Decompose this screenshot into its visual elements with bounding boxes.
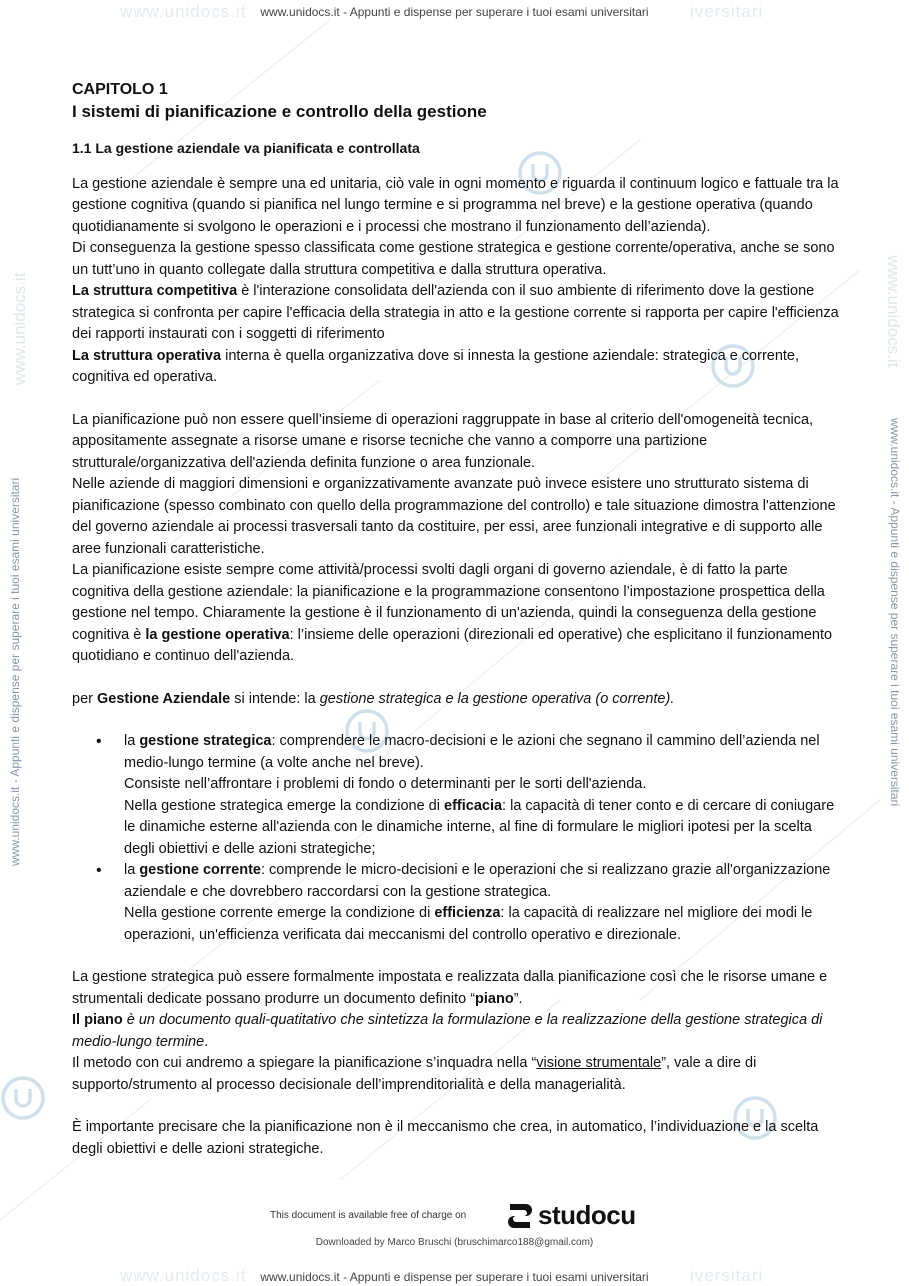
paragraph: La gestione aziendale è sempre una ed unitaria, ciò vale in ogni momento e riguarda il continuum logico e fattuale tra la gestione cognitiva (quando si pianifica nel lungo termine e si programma nel breve) e la gestione operativa (quando quotidianamente si svolgono le operazioni e i processi che mostrano il funzionamento dell’azienda). Di conseguenza la gestione spesso classificata come gestione strategica e gestione corrente/operativa, anche se sono un tutt’uno in quanto collegate dalla struttura competitiva e dalla struttura operativa. La struttura competitiva è l'interazione consolidata dell'azienda con il suo ambiente di riferimento dove la gestione strategica si confronta per capire l'efficacia della strategia in atto e la gestione corrente si rapporta per capire l'efficienza dei rapporti instaurati con i soggetti di riferimento La struttura operativa interna è quella organizzativa dove si innesta la gestione aziendale: strategica e corrente, cognitiva ed operativa. <box>72 175 839 385</box>
underlined-term: visione strumentale <box>536 1055 662 1071</box>
document-body <box>72 80 842 1160</box>
bold-term: efficienza <box>434 905 501 921</box>
studocu-logo-icon <box>500 1198 536 1234</box>
watermark-ghost-right: www.unidocs.it <box>884 255 903 368</box>
section-title: 1.1 La gestione aziendale va pianificata e controllata <box>72 140 420 156</box>
bold-term: gestione strategica <box>139 733 272 749</box>
studocu-brand: studocu <box>538 1200 636 1230</box>
bold-term: la gestione operativa <box>145 626 290 643</box>
paragraph: La pianificazione può non essere quell’insieme di operazioni raggruppate in base al criterio dell'omogeneità tecnica, appositamente assegnate a risorse umane e risorse tecniche che vanno a comporre una partizione strutturale/organizzativa dell'azienda definita funzione o area funzionale. Nelle aziende di maggiori dimensioni e organizzativamente avanzate può invece esistere uno strutturato sistema di pianificazione (spesso combinato con quello della programmazione del controllo) e tale situazione dimostra l'attenzione del governo aziendale ai processi trasversali tanto da costituire, per essi, aree funzionali integrative e di supporto alle aree funzionali caratteristiche. La pianificazione esiste sempre come attività/processi svolti dagli organi di governo aziendale, è di fatto la parte cognitiva della gestione aziendale: la pianificazione e la programmazione consentono l’impostazione prospettica della gestione nel tempo. Chiaramente la gestione è il funzionamento di un'azienda, quindi la conseguenza della gestione cognitiva è la gestione operativa: l’insieme delle operazioni (direzionali ed operative) che esplicitano il funzionamento quotidiano e continuo dell'azienda. <box>72 411 836 664</box>
bold-term: Il piano <box>72 1012 123 1028</box>
list-item: • la gestione corrente: comprende le micro-decisioni e le operazioni che si realizzano grazie all'organizzazione aziendale e che dovrebbero raccordarsi con la gestione strategica. Nella gestione corrente emerge la condizione di efficienza: la capacità di realizzare nel migliore dei modi le operazioni, un'efficienza verificata dai meccanismi del controllo operativo e direzionale. <box>72 860 842 946</box>
unidocs-watermark-icon <box>0 1075 46 1121</box>
paragraph: È importante precisare che la pianificazione non è il meccanismo che crea, in automatico, l’individuazione e la scelta degli obiettivi e delle azioni strategiche. <box>72 1119 819 1157</box>
watermark-banner-right: www.unidocs.it - Appunti e dispense per superare i tuoi esami universitari <box>888 418 902 807</box>
bold-term: piano <box>475 990 514 1007</box>
watermark-banner-left: www.unidocs.it - Appunti e dispense per superare i tuoi esami universitari <box>8 477 22 866</box>
watermark-ghost-bottom: www.unidocs.it <box>120 1266 247 1285</box>
watermark-ghost-top: www.unidocs.it <box>120 2 247 21</box>
italic-term: gestione strategica e la gestione operativa (o corrente). <box>319 690 675 707</box>
studocu-footer <box>270 1198 670 1232</box>
list-item: • la gestione strategica: comprendere le macro-decisioni e le azioni che segnano il cammino dell’azienda nel medio-lungo termine (a volte anche nel breve). Consiste nell’affrontare i problemi di fondo o determinanti per le sorti dell'azienda. Nella gestione strategica emerge la condizione di efficacia: la capacità di tener conto e di cercare di coniugare le dinamiche esterne all'azienda con le dinamiche interne, al fine di formulare le migliori ipotesi per la scelta degli obiettivi e delle azioni strategiche; <box>72 731 842 860</box>
bold-term: La struttura operativa <box>72 347 222 364</box>
watermark-banner-bottom: www.unidocs.it - Appunti e dispense per superare i tuoi esami universitari <box>260 1270 649 1284</box>
bold-term: efficacia <box>444 797 503 814</box>
paragraph: La gestione strategica può essere formalmente impostata e realizzata dalla pianificazione così che le risorse umane e strumentali dedicate possano produrre un documento definito “piano”. Il piano è un documento quali-quatitativo che sintetizza la formulazione e la realizzazione della gestione strategica di medio-lungo termine. Il metodo con cui andremo a spiegare la pianificazione s’inquadra nella “visione strumentale”, vale a dire di supporto/strumento al processo decisionale dell’imprenditorialità e della managerialità. <box>72 969 828 1093</box>
bold-term: La struttura competitiva <box>72 283 238 299</box>
watermark-ghost-bottom-right: iversitari <box>690 1266 764 1285</box>
availability-note: This document is available free of charge on <box>270 1210 467 1221</box>
download-note: Downloaded by Marco Bruschi (bruschimarco188@gmail.com) <box>315 1237 594 1248</box>
italic-definition: è un documento quali-quatitativo che sintetizza la formulazione e la realizzazione della gestione strategica di medio-lungo termine <box>72 1012 823 1050</box>
bold-term: gestione corrente <box>139 862 261 878</box>
chapter-label: CAPITOLO 1 <box>72 81 168 98</box>
chapter-title: I sistemi di pianificazione e controllo della gestione <box>72 102 487 121</box>
definition-line: per Gestione Aziendale si intende: la gestione strategica e la gestione operativa (o corrente). <box>72 690 675 707</box>
watermark-ghost-left: www.unidocs.it <box>10 272 29 385</box>
bold-term: Gestione Aziendale <box>97 690 231 707</box>
bullet-list <box>72 731 842 946</box>
watermark-ghost-top-right: iversitari <box>690 2 764 21</box>
watermark-banner-top: www.unidocs.it - Appunti e dispense per superare i tuoi esami universitari <box>260 5 649 19</box>
